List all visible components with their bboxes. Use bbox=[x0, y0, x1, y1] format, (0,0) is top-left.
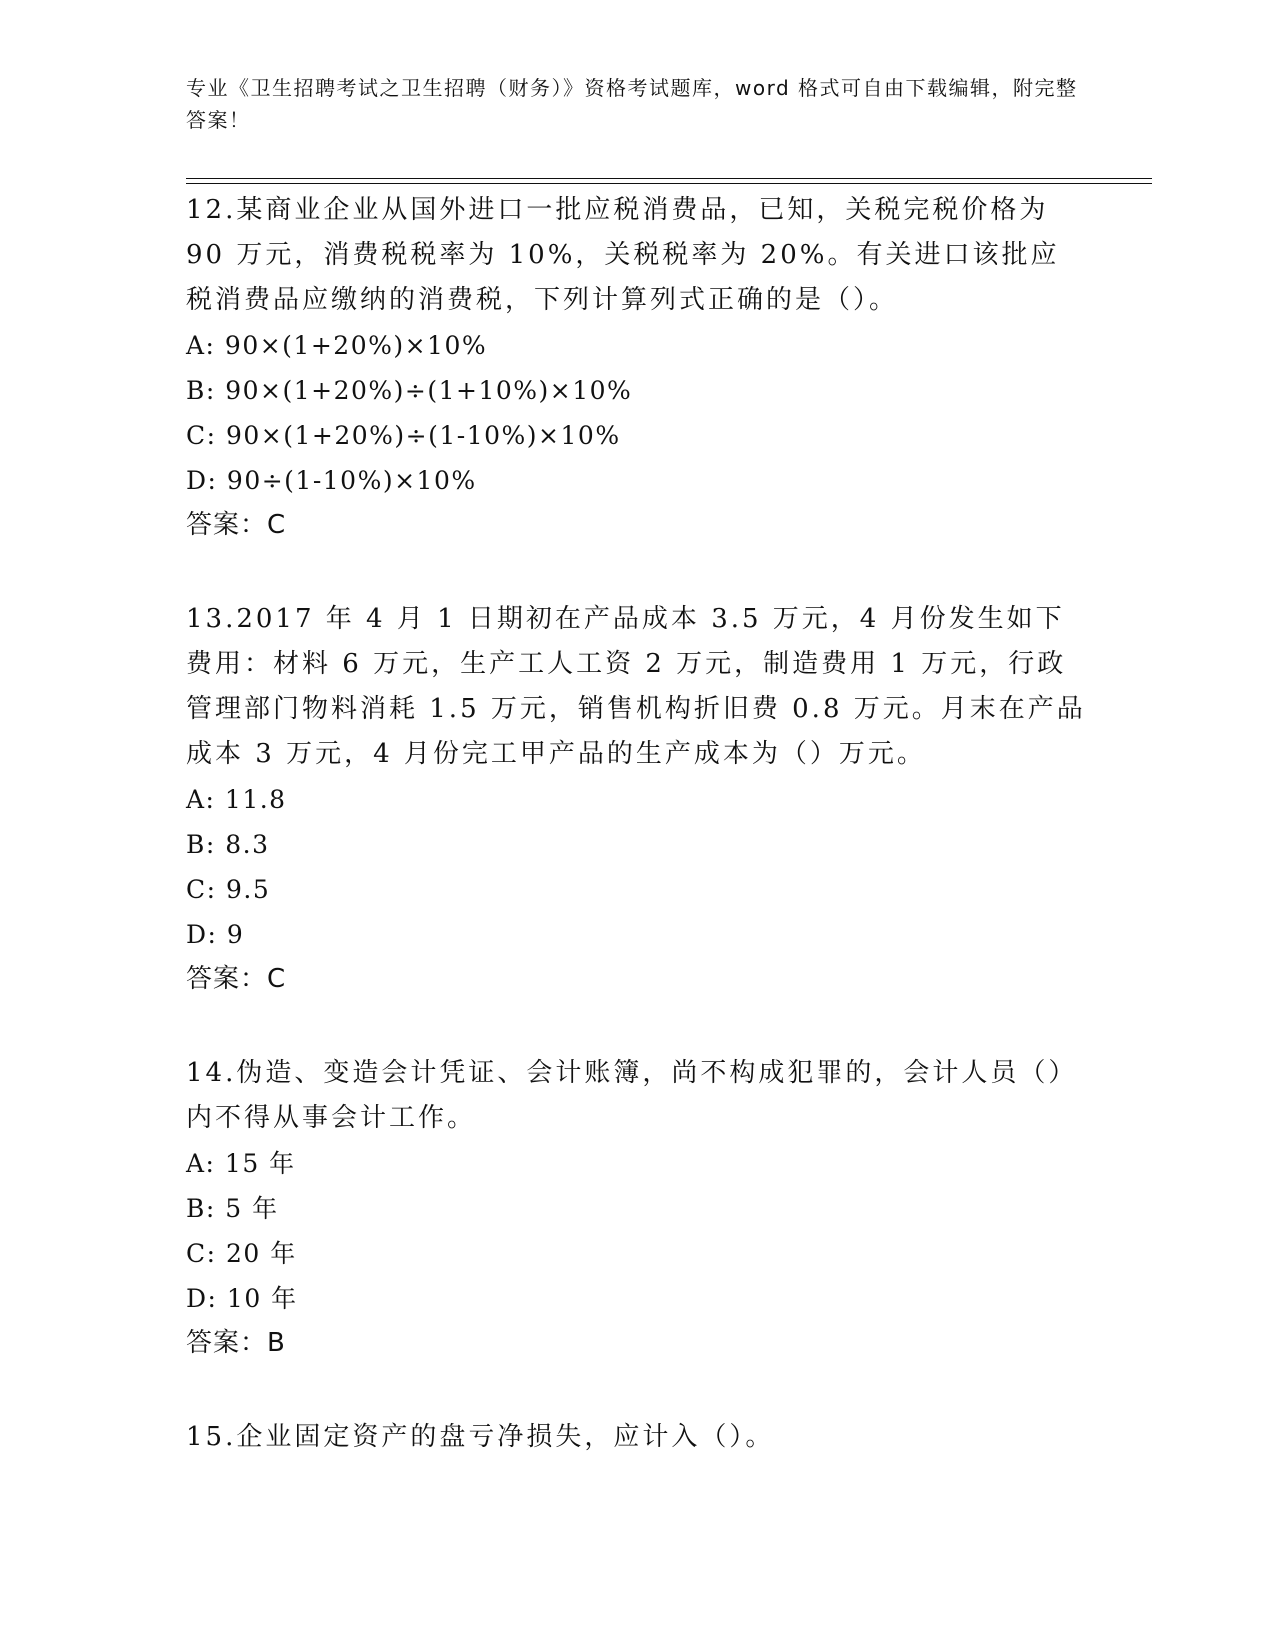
header-divider-top bbox=[186, 178, 1152, 179]
option-list bbox=[186, 777, 1086, 957]
answer: 答案：C bbox=[186, 964, 287, 994]
question-12 bbox=[186, 188, 1086, 548]
option-d: D: 90÷(1-10%)×10% bbox=[186, 466, 477, 495]
option-d: D: 10 年 bbox=[186, 1284, 298, 1313]
option-b: B: 90×(1+20%)÷(1+10%)×10% bbox=[186, 376, 633, 405]
question-13 bbox=[186, 597, 1086, 1002]
document-intro: 专业《卫生招聘考试之卫生招聘（财务）》资格考试题库，word 格式可自由下载编辑，附完整答案！ bbox=[186, 76, 1078, 132]
option-list bbox=[186, 1141, 1086, 1321]
option-a: A: 15 年 bbox=[186, 1149, 296, 1178]
option-c: C: 20 年 bbox=[186, 1239, 297, 1268]
option-b: B: 8.3 bbox=[186, 830, 270, 859]
question-stem: 13.2017 年 4 月 1 日期初在产品成本 3.5 万元，4 月份发生如下费用：材料 6 万元，生产工人工资 2 万元，制造费用 1 万元，行政管理部门物料消耗 1.5 万元，销售机构折旧费 0.8 万元。月末在产品成本 3 万元，4 月份完工甲产品的生产成本为（）万元。 bbox=[186, 604, 1086, 769]
option-c: C: 90×(1+20%)÷(1-10%)×10% bbox=[186, 421, 621, 450]
header-divider-bottom bbox=[186, 183, 1152, 184]
answer: 答案：B bbox=[186, 1328, 286, 1358]
question-stem: 12.某商业企业从国外进口一批应税消费品，已知，关税完税价格为 90 万元，消费税税率为 10%，关税税率为 20%。有关进口该批应税消费品应缴纳的消费税，下列计算列式正确的是（）。 bbox=[186, 195, 1060, 315]
option-a: A: 90×(1+20%)×10% bbox=[186, 331, 488, 360]
question-15 bbox=[186, 1415, 1086, 1460]
option-b: B: 5 年 bbox=[186, 1194, 279, 1223]
answer: 答案：C bbox=[186, 510, 287, 540]
option-list bbox=[186, 323, 1086, 503]
option-d: D: 9 bbox=[186, 920, 245, 949]
question-stem: 15.企业固定资产的盘亏净损失，应计入（）。 bbox=[186, 1422, 775, 1452]
question-14 bbox=[186, 1051, 1086, 1366]
question-stem: 14.伪造、变造会计凭证、会计账簿，尚不构成犯罪的，会计人员（）内不得从事会计工作。 bbox=[186, 1058, 1078, 1133]
option-c: C: 9.5 bbox=[186, 875, 271, 904]
option-a: A: 11.8 bbox=[186, 785, 287, 814]
